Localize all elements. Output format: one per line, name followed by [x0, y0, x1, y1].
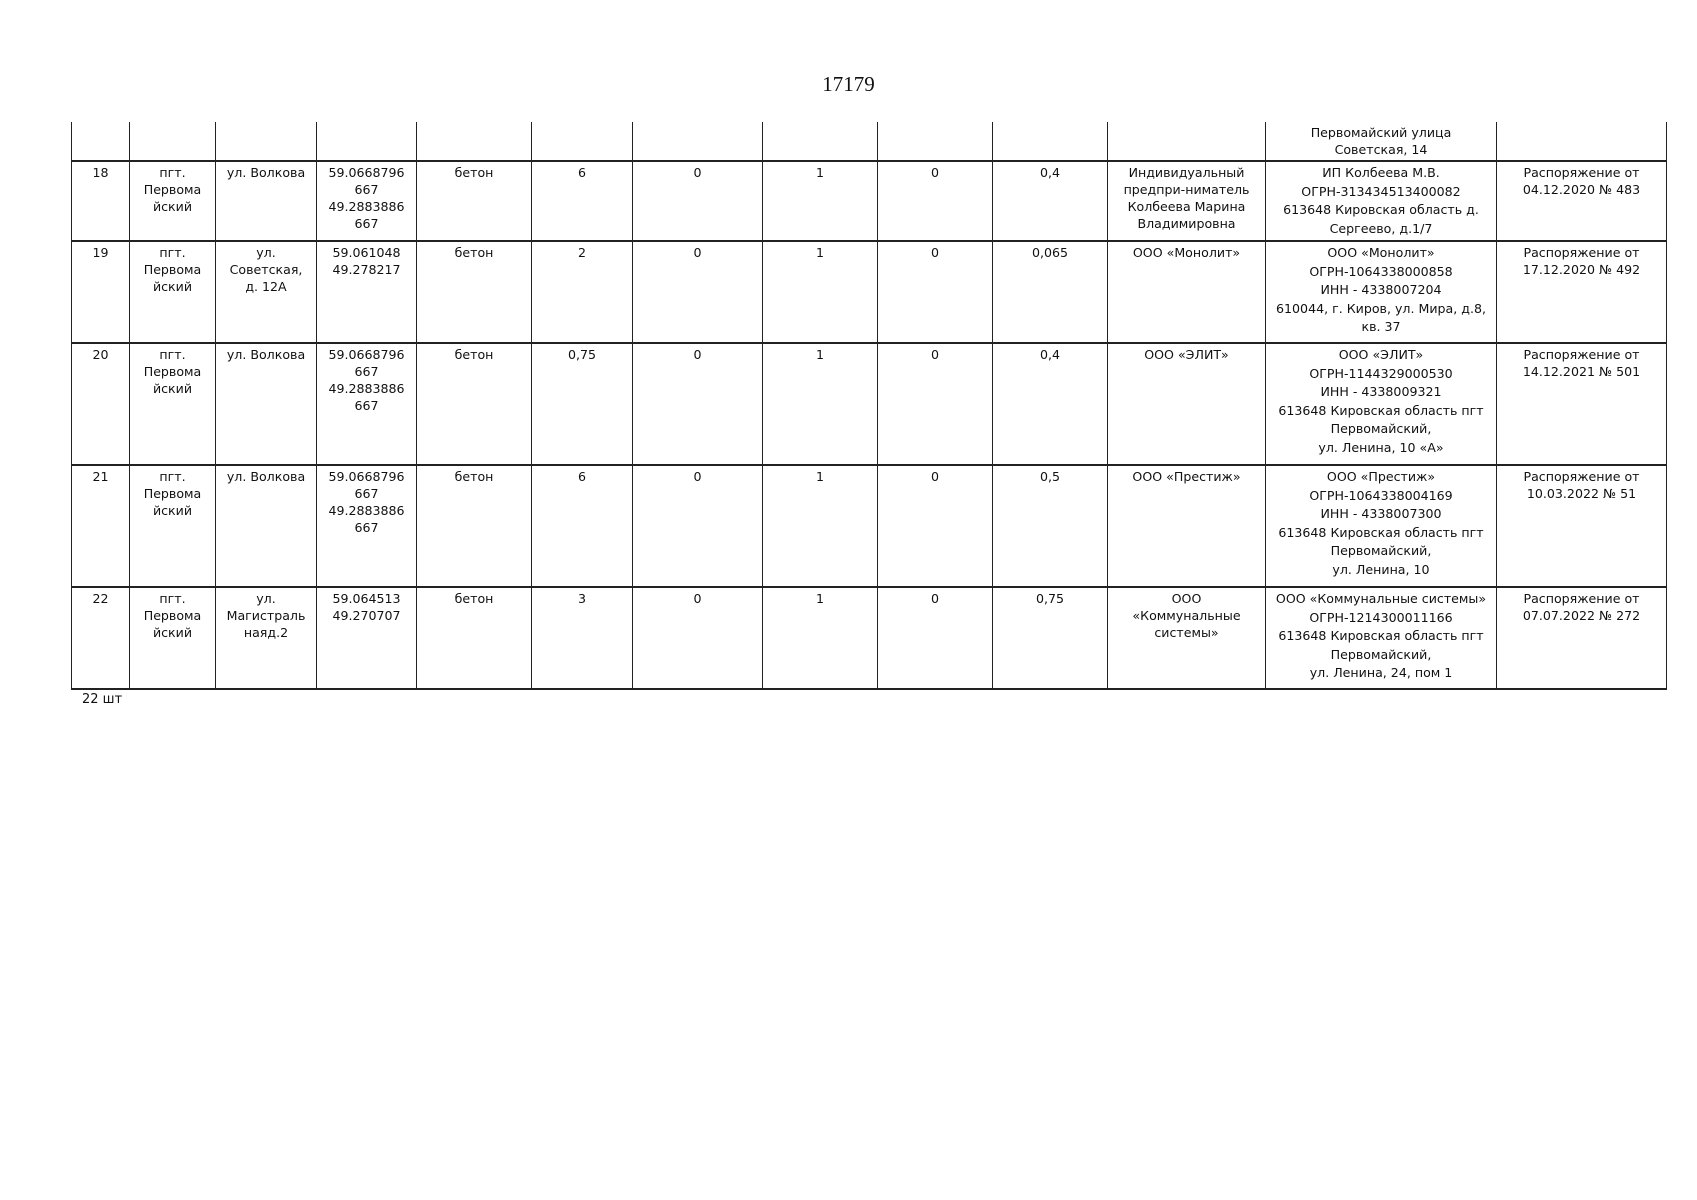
owner-cell	[1108, 587, 1266, 689]
count-cell: 0	[633, 161, 763, 241]
street-line: Советская,	[229, 262, 303, 277]
count-cell: 1	[763, 587, 878, 689]
owner-details-line: кв. 37	[1361, 319, 1401, 334]
owner-details-line: Сергеево, д.1/7	[1329, 220, 1433, 236]
area-cell: 6	[532, 161, 633, 241]
row-number-cell: 20	[72, 343, 130, 465]
coordinates-line: 667	[354, 486, 379, 501]
row-number-cell: 18	[72, 161, 130, 241]
street-cell	[216, 343, 317, 465]
settlement-line: йский	[152, 625, 193, 640]
area-cell: 0,75	[532, 343, 633, 465]
settlement-line: пгт.	[159, 245, 186, 260]
count-cell: 0	[633, 587, 763, 689]
table-row	[72, 241, 1667, 343]
settlement-line: пгт.	[159, 591, 186, 606]
surface-cell: бетон	[417, 241, 532, 343]
street-line: ул.	[256, 591, 276, 606]
decree-cell	[1497, 465, 1667, 587]
owner-line: Владимировна	[1137, 216, 1236, 231]
owner-line: ООО «Престиж»	[1132, 469, 1241, 484]
owner-details-cell	[1266, 587, 1497, 689]
settlement-cell	[130, 343, 216, 465]
owner-details-line: ОГРН-313434513400082	[1301, 183, 1461, 199]
coordinates-line: 59.064513	[332, 591, 401, 606]
owner-details-line: Первомайский,	[1330, 543, 1432, 558]
count-cell: 0	[878, 465, 993, 587]
volume-cell: 0,75	[993, 587, 1108, 689]
settlement-line: йский	[152, 503, 193, 518]
owner-details-line: ООО «Коммунальные системы»	[1275, 591, 1487, 606]
owner-details-line: ОГРН-1064338004169	[1309, 487, 1453, 503]
owner-details-line: 613648 Кировская область пгт	[1278, 628, 1484, 643]
street-line: д. 12А	[245, 279, 287, 294]
count-cell: 0	[633, 343, 763, 465]
street-line: ул. Волкова	[226, 165, 306, 180]
owner-details-line: ул. Ленина, 10 «А»	[1318, 439, 1444, 455]
count-cell: 1	[763, 343, 878, 465]
street-cell	[216, 587, 317, 689]
owner-details-cell	[1266, 465, 1497, 587]
coordinates-cell	[317, 587, 417, 689]
surface-cell: бетон	[417, 161, 532, 241]
owner-details-line: ОГРН-1214300011166	[1309, 609, 1453, 625]
address-line: Советская, 14	[1334, 142, 1428, 157]
owner-cell	[1108, 161, 1266, 241]
coordinates-line: 49.270707	[332, 608, 401, 623]
settlement-line: йский	[152, 381, 193, 396]
owner-details-line: 610044, г. Киров, ул. Мира, д.8,	[1276, 300, 1486, 316]
owner-details-cell	[1266, 161, 1497, 241]
coordinates-cell	[317, 241, 417, 343]
owner-line: ООО «Монолит»	[1132, 245, 1241, 260]
settlement-line: пгт.	[159, 469, 186, 484]
owner-details-line: ООО «ЭЛИТ»	[1338, 347, 1424, 362]
owner-details-line: ИНН - 4338009321	[1320, 384, 1442, 399]
table-row	[72, 587, 1667, 689]
owner-details-line: 613648 Кировская область д.	[1283, 202, 1479, 217]
settlement-line: йский	[152, 199, 193, 214]
volume-cell: 0,065	[993, 241, 1108, 343]
coordinates-line: 667	[354, 182, 379, 197]
owner-line: ООО	[1171, 591, 1202, 606]
surface-cell: бетон	[417, 465, 532, 587]
continuation-row	[72, 122, 1667, 161]
coordinates-line: 59.061048	[332, 245, 401, 260]
owner-details-line: Первомайский,	[1330, 421, 1432, 436]
owner-details-line: ООО «Престиж»	[1326, 469, 1436, 484]
settlement-line: Первома	[143, 262, 202, 277]
coordinates-line: 49.278217	[332, 262, 401, 277]
coordinates-line: 59.0668796	[328, 469, 405, 484]
row-number-cell: 21	[72, 465, 130, 587]
count-cell: 0	[878, 161, 993, 241]
decree-cell	[1497, 343, 1667, 465]
street-line: ул. Волкова	[226, 469, 306, 484]
owner-details-cell	[1266, 343, 1497, 465]
volume-cell: 0,5	[993, 465, 1108, 587]
settlement-line: Первома	[143, 364, 202, 379]
decree-cell	[1497, 587, 1667, 689]
owner-cell	[1108, 343, 1266, 465]
owner-cell	[1108, 241, 1266, 343]
decree-line: Распоряжение от	[1523, 245, 1640, 260]
decree-line: Распоряжение от	[1523, 591, 1640, 606]
settlement-cell	[130, 587, 216, 689]
footer-note: 22 шт	[82, 692, 123, 707]
settlement-line: Первома	[143, 182, 202, 197]
settlement-cell	[130, 241, 216, 343]
count-cell: 0	[878, 241, 993, 343]
coordinates-cell	[317, 343, 417, 465]
count-cell: 0	[878, 343, 993, 465]
owner-details-line: Первомайский,	[1330, 646, 1432, 662]
registry-table	[71, 122, 1667, 690]
owner-details-line: ОГРН-1144329000530	[1309, 365, 1453, 381]
row-number-cell: 22	[72, 587, 130, 689]
street-cell	[216, 241, 317, 343]
settlement-line: пгт.	[159, 165, 186, 180]
owner-line: Колбеева Марина	[1127, 199, 1246, 214]
decree-line: Распоряжение от	[1523, 347, 1640, 362]
owner-line: системы»	[1154, 625, 1219, 640]
coordinates-line: 49.2883886	[328, 503, 405, 518]
owner-line: Индивидуальный	[1128, 165, 1245, 180]
coordinates-line: 59.0668796	[328, 347, 405, 362]
count-cell: 1	[763, 161, 878, 241]
count-cell: 0	[633, 241, 763, 343]
street-line: ул.	[256, 245, 276, 260]
owner-cell	[1108, 465, 1266, 587]
coordinates-cell	[317, 161, 417, 241]
surface-cell: бетон	[417, 343, 532, 465]
coordinates-line: 59.0668796	[328, 165, 405, 180]
table-row	[72, 343, 1667, 465]
count-cell: 0	[878, 587, 993, 689]
count-cell: 1	[763, 241, 878, 343]
settlement-line: Первома	[143, 486, 202, 501]
settlement-line: йский	[152, 279, 193, 294]
street-cell	[216, 161, 317, 241]
decree-line: 10.03.2022 № 51	[1526, 486, 1637, 501]
coordinates-line: 49.2883886	[328, 381, 405, 396]
coordinates-line: 667	[354, 398, 379, 413]
decree-cell	[1497, 241, 1667, 343]
street-cell	[216, 465, 317, 587]
decree-cell	[1497, 161, 1667, 241]
street-line: наяд.2	[243, 625, 289, 640]
area-cell: 6	[532, 465, 633, 587]
owner-details-cell	[1266, 241, 1497, 343]
page-number: 17179	[822, 72, 875, 96]
decree-line: Распоряжение от	[1523, 469, 1640, 484]
owner-line: ООО «ЭЛИТ»	[1144, 347, 1229, 362]
count-cell: 1	[763, 465, 878, 587]
coordinates-cell	[317, 465, 417, 587]
row-number-cell: 19	[72, 241, 130, 343]
coordinates-line: 667	[354, 520, 379, 535]
owner-details-line: ИНН - 4338007300	[1320, 506, 1442, 521]
owner-details-line: ИП Колбеева М.В.	[1322, 165, 1440, 180]
owner-details-line: ул. Ленина, 24, пом 1	[1309, 665, 1453, 680]
settlement-cell	[130, 465, 216, 587]
owner-details-line: 613648 Кировская область пгт	[1278, 524, 1484, 540]
decree-line: 17.12.2020 № 492	[1522, 262, 1641, 277]
address-cell	[1266, 122, 1497, 161]
owner-details-line: ИНН - 4338007204	[1320, 282, 1442, 297]
street-line: Магистраль	[226, 608, 306, 623]
owner-details-line: 613648 Кировская область пгт	[1278, 402, 1484, 418]
decree-line: 04.12.2020 № 483	[1522, 182, 1641, 197]
decree-line: Распоряжение от	[1523, 165, 1640, 180]
coordinates-line: 49.2883886	[328, 199, 405, 214]
coordinates-line: 667	[354, 364, 379, 379]
table-row	[72, 161, 1667, 241]
address-line: Первомайский улица	[1310, 125, 1452, 140]
decree-line: 14.12.2021 № 501	[1522, 364, 1641, 379]
owner-details-line: ОГРН-1064338000858	[1309, 263, 1453, 279]
volume-cell: 0,4	[993, 343, 1108, 465]
settlement-line: Первома	[143, 608, 202, 623]
owner-details-line: ООО «Монолит»	[1327, 245, 1435, 260]
owner-line: «Коммунальные	[1132, 608, 1241, 623]
coordinates-line: 667	[354, 216, 379, 231]
area-cell: 3	[532, 587, 633, 689]
street-line: ул. Волкова	[226, 347, 306, 362]
owner-line: предпри-ниматель	[1123, 182, 1250, 197]
area-cell: 2	[532, 241, 633, 343]
volume-cell: 0,4	[993, 161, 1108, 241]
surface-cell: бетон	[417, 587, 532, 689]
table-row	[72, 465, 1667, 587]
owner-details-line: ул. Ленина, 10	[1332, 561, 1430, 577]
decree-line: 07.07.2022 № 272	[1522, 608, 1641, 623]
count-cell: 0	[633, 465, 763, 587]
settlement-cell	[130, 161, 216, 241]
settlement-line: пгт.	[159, 347, 186, 362]
